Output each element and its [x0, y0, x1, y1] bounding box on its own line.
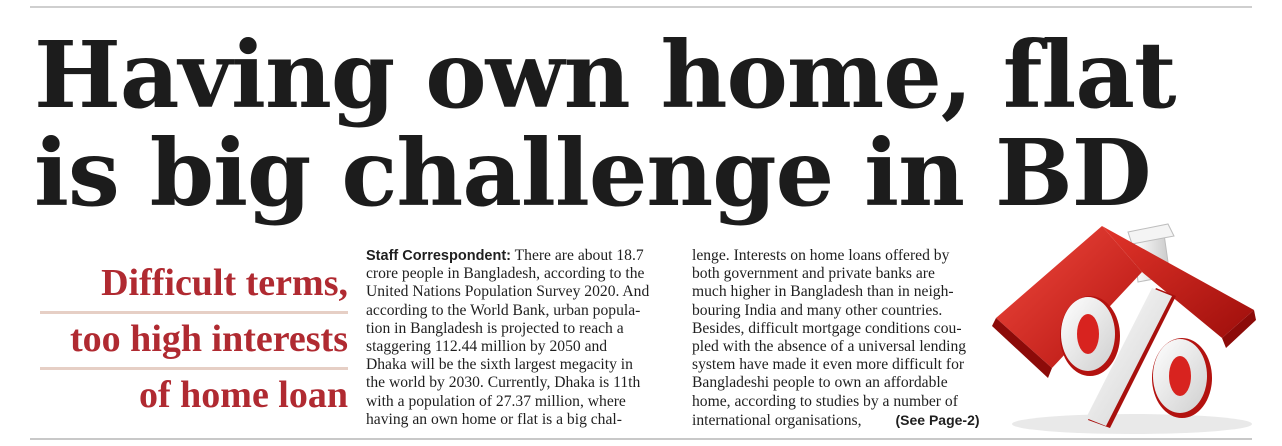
article-line: tion in Bangladesh is projected to reach a [366, 319, 624, 337]
article-line: system have made it even more difficult for [692, 356, 965, 374]
byline: Staff Correspondent: [366, 248, 511, 264]
article-column-2 [692, 247, 1002, 430]
article-line: according to the World Bank, urban popula- [366, 301, 641, 319]
subheadline-line-1: Difficult terms, [40, 262, 348, 314]
article-line: Bangladeshi people to own an affordable [692, 374, 948, 392]
article-column-1 [366, 247, 676, 429]
article-line: Dhaka will be the sixth largest megacity in [366, 356, 633, 374]
article-line: both government and private banks are [692, 265, 935, 283]
article-line: Staff Correspondent: There are about 18.7 [366, 247, 644, 264]
article-line: the world by 2030. Currently, Dhaka is 11th [366, 374, 641, 392]
top-rule [30, 6, 1252, 8]
article-line: having an own home or flat is a big chal- [366, 410, 622, 428]
headline-line-1: Having own home, flat [34, 21, 1176, 129]
article-line: pled with the absence of a universal lending [692, 338, 967, 356]
headline-line-2: is big challenge in BD [34, 119, 1151, 227]
article-line: home, according to studies by a number of [692, 392, 958, 410]
article-line: crore people in Bangladesh, according to the [366, 265, 645, 283]
article-line: international organisations, (See Page-2) [692, 411, 980, 429]
article-line: Besides, difficult mortgage conditions cou- [692, 319, 962, 337]
article-line: staggering 112.44 million by 2050 and [366, 338, 608, 356]
headline [34, 21, 1254, 227]
article-line: bouring India and many other countries. [692, 301, 943, 319]
shadow [1012, 414, 1252, 434]
see-page-link[interactable]: (See Page-2) [895, 411, 980, 428]
subheadline [40, 262, 348, 427]
subheadline-line-2: too high interests [40, 318, 348, 370]
bottom-rule [30, 438, 1252, 440]
article-line: with a population of 27.37 million, where [366, 392, 626, 410]
house-percent-icon [992, 218, 1258, 438]
article-line: much higher in Bangladesh than in neigh- [692, 283, 954, 301]
subheadline-line-3: of home loan [139, 374, 348, 416]
article-line: lenge. Interests on home loans offered by [692, 247, 950, 264]
article-line: United Nations Population Survey 2020. And [366, 283, 650, 301]
